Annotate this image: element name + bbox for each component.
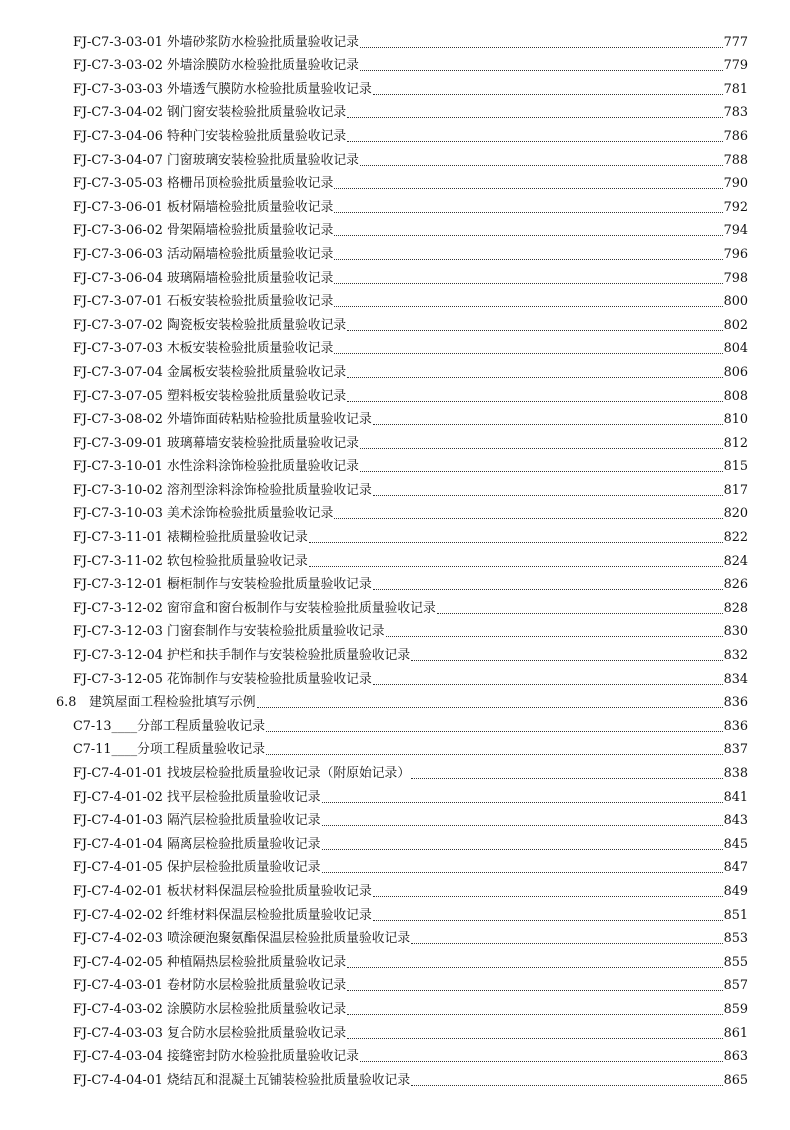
- toc-entry-row[interactable]: [0, 219, 790, 243]
- dot-leader: [373, 920, 723, 921]
- toc-entry-title: FJ-C7-4-01-04 隔离层检验批质量验收记录: [73, 836, 321, 852]
- toc-page-number: 806: [723, 364, 748, 380]
- toc-page-number: 802: [723, 317, 748, 333]
- toc-entry-title: FJ-C7-4-02-01 板状材料保温层检验批质量验收记录: [73, 883, 372, 899]
- toc-entry-row[interactable]: [0, 195, 790, 219]
- toc-entry-row[interactable]: [0, 148, 790, 172]
- toc-entry-row[interactable]: [0, 549, 790, 573]
- toc-entry-row[interactable]: [0, 502, 790, 526]
- dot-leader: [322, 802, 723, 803]
- dot-leader: [334, 283, 722, 284]
- toc-entry-row[interactable]: [0, 903, 790, 927]
- dot-leader: [347, 117, 722, 118]
- toc-entry-title: FJ-C7-3-12-01 橱柜制作与安装检验批质量验收记录: [73, 577, 372, 593]
- toc-page-number: 830: [723, 624, 748, 640]
- toc-page-number: 817: [723, 482, 748, 498]
- toc-entry-title: FJ-C7-3-06-02 骨架隔墙检验批质量验收记录: [73, 223, 334, 239]
- toc-entry-title: FJ-C7-4-03-02 涂膜防水层检验批质量验收记录: [73, 1001, 347, 1017]
- dot-leader: [360, 1061, 723, 1062]
- toc-entry-row[interactable]: [0, 124, 790, 148]
- dot-leader: [347, 1014, 722, 1015]
- toc-entry-row[interactable]: [0, 455, 790, 479]
- toc-entry-title: C7-13____分部工程质量验收记录: [73, 718, 266, 734]
- toc-entry-title: FJ-C7-4-01-02 找平层检验批质量验收记录: [73, 789, 321, 805]
- toc-entry-title: FJ-C7-3-07-01 石板安装检验批质量验收记录: [73, 294, 334, 310]
- toc-entry-title: FJ-C7-3-10-03 美术涂饰检验批质量验收记录: [73, 506, 334, 522]
- toc-entry-row[interactable]: [0, 337, 790, 361]
- dot-leader: [373, 94, 723, 95]
- dot-leader: [411, 660, 722, 661]
- toc-entry-title: FJ-C7-3-04-07 门窗玻璃安装检验批质量验收记录: [73, 152, 359, 168]
- dot-leader: [322, 872, 723, 873]
- toc-entry-row[interactable]: [0, 856, 790, 880]
- toc-entry-row[interactable]: [0, 101, 790, 125]
- toc-page-number: 859: [723, 1001, 748, 1017]
- dot-leader: [334, 188, 722, 189]
- toc-page-number: 841: [723, 789, 748, 805]
- toc-entry-row[interactable]: [0, 478, 790, 502]
- toc-page-number: 822: [723, 530, 748, 546]
- toc-page-number: 845: [723, 836, 748, 852]
- dot-leader: [334, 212, 722, 213]
- toc-page-number: 824: [723, 553, 748, 569]
- toc-entry-row[interactable]: [0, 290, 790, 314]
- dot-leader: [334, 235, 722, 236]
- toc-entry-title: FJ-C7-3-12-02 窗帘盒和窗台板制作与安装检验批质量验收记录: [73, 600, 436, 616]
- toc-entry-title: FJ-C7-4-02-03 喷涂硬泡聚氨酯保温层检验批质量验收记录: [73, 931, 411, 947]
- dot-leader: [322, 825, 723, 826]
- toc-entry-row[interactable]: [0, 667, 790, 691]
- dot-leader: [347, 990, 722, 991]
- dot-leader: [266, 731, 722, 732]
- toc-entry-row[interactable]: [0, 1021, 790, 1045]
- toc-entry-row[interactable]: [0, 974, 790, 998]
- toc-entry-title: FJ-C7-3-03-03 外墙透气膜防水检验批质量验收记录: [73, 81, 372, 97]
- toc-page-number: 794: [723, 223, 748, 239]
- toc-entry-row[interactable]: [0, 596, 790, 620]
- toc-entry-row[interactable]: [0, 431, 790, 455]
- dot-leader: [347, 377, 722, 378]
- dot-leader: [411, 778, 722, 779]
- dot-leader: [360, 448, 723, 449]
- toc-entry-title: FJ-C7-3-04-02 钢门窗安装检验批质量验收记录: [73, 105, 347, 121]
- toc-page-number: 847: [723, 860, 748, 876]
- toc-page-number: 853: [723, 931, 748, 947]
- dot-leader: [373, 424, 723, 425]
- toc-section-row[interactable]: [0, 691, 790, 715]
- dot-leader: [347, 141, 722, 142]
- toc-page-number: 800: [723, 294, 748, 310]
- dot-leader: [347, 1038, 722, 1039]
- table-of-contents: [0, 30, 790, 1092]
- toc-entry-title: FJ-C7-3-06-03 活动隔墙检验批质量验收记录: [73, 246, 334, 262]
- toc-entry-row[interactable]: [0, 1068, 790, 1092]
- toc-entry-title: FJ-C7-4-01-05 保护层检验批质量验收记录: [73, 860, 321, 876]
- dot-leader: [360, 471, 723, 472]
- toc-entry-title: FJ-C7-3-12-04 护栏和扶手制作与安装检验批质量验收记录: [73, 648, 411, 664]
- toc-page-number: 838: [723, 766, 748, 781]
- toc-entry-title: FJ-C7-4-04-01 烧结瓦和混凝土瓦铺装检验批质量验收记录: [73, 1072, 411, 1088]
- toc-page-number: 855: [723, 954, 748, 970]
- toc-entry-row[interactable]: [0, 785, 790, 809]
- toc-entry-row[interactable]: [0, 761, 790, 785]
- toc-entry-title: FJ-C7-3-12-05 花饰制作与安装检验批质量验收记录: [73, 671, 372, 687]
- toc-page-number: 843: [723, 813, 748, 829]
- toc-entry-row[interactable]: [0, 832, 790, 856]
- toc-entry-title: FJ-C7-3-09-01 玻璃幕墙安装检验批质量验收记录: [73, 435, 359, 451]
- toc-entry-title: FJ-C7-4-03-04 接缝密封防水检验批质量验收记录: [73, 1049, 359, 1065]
- toc-entry-row[interactable]: [0, 384, 790, 408]
- toc-entry-row[interactable]: [0, 809, 790, 833]
- toc-entry-title: FJ-C7-4-01-01 找坡层检验批质量验收记录（附原始记录）: [73, 766, 411, 781]
- dot-leader: [411, 1085, 722, 1086]
- dot-leader: [360, 70, 723, 71]
- dot-leader: [309, 542, 723, 543]
- dot-leader: [347, 330, 722, 331]
- toc-entry-title: FJ-C7-3-05-03 格栅吊顶检验批质量验收记录: [73, 176, 334, 192]
- toc-entry-title: FJ-C7-3-06-04 玻璃隔墙检验批质量验收记录: [73, 270, 334, 286]
- dot-leader: [334, 306, 722, 307]
- toc-page-number: 861: [723, 1025, 748, 1041]
- toc-entry-row[interactable]: [0, 54, 790, 78]
- toc-entry-title: FJ-C7-3-04-06 特种门安装检验批质量验收记录: [73, 128, 347, 144]
- dot-leader: [411, 943, 722, 944]
- toc-page-number: 810: [723, 412, 748, 428]
- toc-page-number: 792: [723, 199, 748, 215]
- toc-page-number: 837: [723, 742, 748, 758]
- toc-entry-title: FJ-C7-3-07-03 木板安装检验批质量验收记录: [73, 341, 334, 357]
- toc-page-number: 812: [723, 435, 748, 451]
- toc-page-number: 777: [723, 34, 748, 50]
- toc-entry-row[interactable]: [0, 266, 790, 290]
- toc-page-number: 790: [723, 176, 748, 192]
- toc-entry-row[interactable]: [0, 360, 790, 384]
- toc-entry-row[interactable]: [0, 997, 790, 1021]
- toc-entry-title: FJ-C7-3-07-04 金属板安装检验批质量验收记录: [73, 364, 347, 380]
- dot-leader: [347, 401, 722, 402]
- toc-page-number: 832: [723, 648, 748, 664]
- toc-entry-title: FJ-C7-4-02-05 种植隔热层检验批质量验收记录: [73, 954, 347, 970]
- toc-page-number: 849: [723, 883, 748, 899]
- toc-page-number: 804: [723, 341, 748, 357]
- dot-leader: [373, 684, 723, 685]
- toc-page-number: 820: [723, 506, 748, 522]
- toc-entry-title: FJ-C7-4-02-02 纤维材料保温层检验批质量验收记录: [73, 907, 372, 923]
- toc-page-number: 815: [723, 459, 748, 475]
- toc-entry-title: FJ-C7-3-11-02 软包检验批质量验收记录: [73, 553, 308, 569]
- toc-entry-row[interactable]: [0, 643, 790, 667]
- toc-entry-row[interactable]: [0, 172, 790, 196]
- toc-entry-title: FJ-C7-3-07-02 陶瓷板安装检验批质量验收记录: [73, 317, 347, 333]
- toc-entry-row[interactable]: [0, 30, 790, 54]
- toc-entry-row[interactable]: [0, 950, 790, 974]
- dot-leader: [257, 707, 723, 708]
- toc-page-number: 857: [723, 978, 748, 994]
- dot-leader: [322, 849, 723, 850]
- toc-entry-title: FJ-C7-4-03-01 卷材防水层检验批质量验收记录: [73, 978, 347, 994]
- toc-page-number: 865: [723, 1072, 748, 1088]
- toc-entry-row[interactable]: [0, 242, 790, 266]
- toc-entry-row[interactable]: [0, 620, 790, 644]
- toc-entry-title: FJ-C7-3-12-03 门窗套制作与安装检验批质量验收记录: [73, 624, 385, 640]
- toc-entry-title: FJ-C7-3-08-02 外墙饰面砖粘贴检验批质量验收记录: [73, 412, 372, 428]
- toc-entry-row[interactable]: [0, 1045, 790, 1069]
- toc-page-number: 808: [723, 388, 748, 404]
- toc-entry-row[interactable]: [0, 738, 790, 762]
- toc-page-number: 828: [723, 600, 748, 616]
- dot-leader: [334, 259, 722, 260]
- toc-entry-title: FJ-C7-3-07-05 塑料板安装检验批质量验收记录: [73, 388, 347, 404]
- toc-entry-title: FJ-C7-3-10-01 水性涂料涂饰检验批质量验收记录: [73, 459, 359, 475]
- toc-page-number: 781: [723, 81, 748, 97]
- toc-entry-row[interactable]: [0, 408, 790, 432]
- dot-leader: [360, 47, 723, 48]
- toc-page-number: 851: [723, 907, 748, 923]
- toc-entry-title: FJ-C7-4-03-03 复合防水层检验批质量验收记录: [73, 1025, 347, 1041]
- toc-page-number: 783: [723, 105, 748, 121]
- toc-entry-title: C7-11____分项工程质量验收记录: [73, 742, 266, 758]
- toc-page-number: 798: [723, 270, 748, 286]
- toc-entry-title: FJ-C7-3-03-02 外墙涂膜防水检验批质量验收记录: [73, 58, 359, 74]
- dot-leader: [373, 896, 723, 897]
- toc-entry-row[interactable]: [0, 573, 790, 597]
- toc-page-number: 863: [723, 1049, 748, 1065]
- dot-leader: [360, 165, 723, 166]
- toc-entry-row[interactable]: [0, 927, 790, 951]
- toc-entry-title: FJ-C7-3-10-02 溶剂型涂料涂饰检验批质量验收记录: [73, 482, 372, 498]
- toc-entry-title: FJ-C7-3-11-01 裱糊检验批质量验收记录: [73, 530, 308, 546]
- dot-leader: [334, 353, 722, 354]
- dot-leader: [373, 495, 723, 496]
- toc-entry-row[interactable]: [0, 879, 790, 903]
- toc-entry-title: 6.8 建筑屋面工程检验批填写示例: [56, 695, 256, 711]
- toc-entry-row[interactable]: [0, 525, 790, 549]
- dot-leader: [373, 589, 723, 590]
- toc-page-number: 786: [723, 128, 748, 144]
- dot-leader: [386, 636, 723, 637]
- dot-leader: [334, 518, 722, 519]
- toc-page-number: 836: [723, 695, 748, 711]
- toc-entry-row[interactable]: [0, 77, 790, 101]
- dot-leader: [437, 613, 723, 614]
- dot-leader: [309, 566, 723, 567]
- toc-page-number: 834: [723, 671, 748, 687]
- toc-page-number: 779: [723, 58, 748, 74]
- toc-page-number: 826: [723, 577, 748, 593]
- toc-entry-title: FJ-C7-3-06-01 板材隔墙检验批质量验收记录: [73, 199, 334, 215]
- toc-entry-title: FJ-C7-3-03-01 外墙砂浆防水检验批质量验收记录: [73, 34, 359, 50]
- dot-leader: [266, 754, 722, 755]
- toc-entry-title: FJ-C7-4-01-03 隔汽层检验批质量验收记录: [73, 813, 321, 829]
- toc-page-number: 836: [723, 718, 748, 734]
- toc-entry-row[interactable]: [0, 714, 790, 738]
- toc-page-number: 788: [723, 152, 748, 168]
- toc-entry-row[interactable]: [0, 313, 790, 337]
- toc-page-number: 796: [723, 246, 748, 262]
- dot-leader: [347, 967, 722, 968]
